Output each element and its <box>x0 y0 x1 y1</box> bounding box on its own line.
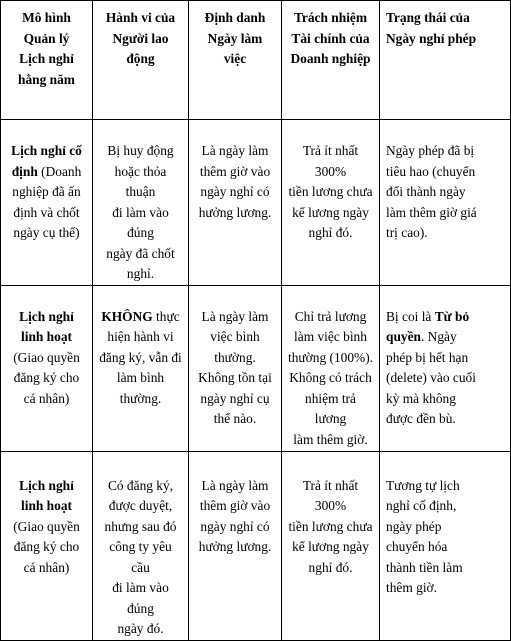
behavior-rest: Có đăng ký, được duyệt, nhưng sau đó công ty yêu cầu đi làm vào đúng ngày đó. <box>104 477 177 636</box>
cell-identification: Là ngày làm việc bình thường. Không tồn tại ngày nghỉ cụ thể nào. <box>189 285 282 451</box>
cell-identification: Là ngày làm thêm giờ vào ngày nghỉ có hưởng lương. <box>189 120 282 286</box>
cell-behavior <box>93 285 189 451</box>
cell-behavior <box>93 451 189 640</box>
header-status: Trạng thái của Ngày nghỉ phép <box>380 1 511 120</box>
status-post: . Ngày phép bị hết hạn (delete) vào cuối kỳ mà không được đền bù. <box>386 329 476 426</box>
header-model: Mô hình Quản lý Lịch nghỉ hằng năm <box>1 1 93 120</box>
model-rest: (Giao quyền đăng ký cho cá nhân) <box>13 518 80 575</box>
model-bold: Lịch nghỉ linh hoạt <box>19 308 74 344</box>
cell-model <box>1 451 93 640</box>
cell-status <box>380 120 511 286</box>
model-rest: (Doanh nghiệp đã ấn định và chốt ngày cụ thể) <box>12 163 82 240</box>
model-rest: (Giao quyền đăng ký cho cá nhân) <box>13 349 80 406</box>
cell-responsibility: Chỉ trả lương làm việc bình thường (100%). Không có trách nhiệm trả lương làm thêm giờ. <box>282 285 380 451</box>
table-header-row <box>1 1 511 120</box>
table-row <box>1 120 511 286</box>
model-bold: Lịch nghỉ cố định <box>11 143 82 179</box>
table-row <box>1 451 511 640</box>
behavior-rest: Bị huy động hoặc thỏa thuận đi làm vào đúng ngày đã chốt nghỉ. <box>106 143 175 281</box>
cell-status <box>380 285 511 451</box>
status-pre: Ngày phép đã bị tiêu hao (chuyển đổi thành ngày làm thêm giờ giá trị cao). <box>386 143 477 240</box>
header-responsibility: Trách nhiệm Tài chính của Doanh nghiệp <box>282 1 380 120</box>
model-bold: Lịch nghỉ linh hoạt <box>19 477 74 513</box>
cell-status <box>380 451 511 640</box>
cell-responsibility: Trả ít nhất 300% tiền lương chưa kể lương ngày nghỉ đó. <box>282 451 380 640</box>
cell-behavior <box>93 120 189 286</box>
cell-model <box>1 285 93 451</box>
behavior-rest: thực hiện hành vi đăng ký, vẫn đi làm bình thường. <box>99 308 182 406</box>
cell-responsibility: Trả ít nhất 300% tiền lương chưa kể lương ngày nghỉ đó. <box>282 120 380 286</box>
header-identification: Định danh Ngày làm việc <box>189 1 282 120</box>
status-pre: Bị coi là <box>386 308 435 324</box>
table-row <box>1 285 511 451</box>
cell-identification: Là ngày làm thêm giờ vào ngày nghỉ có hưởng lương. <box>189 451 282 640</box>
cell-model <box>1 120 93 286</box>
behavior-bold: KHÔNG <box>101 308 153 324</box>
status-pre: Tương tự lịch nghỉ cố định, ngày phép chuyển hóa thành tiền làm thêm giờ. <box>386 477 463 595</box>
status-bold: Từ bỏ quyền <box>386 308 470 344</box>
header-behavior: Hành vi của Người lao động <box>93 1 189 120</box>
